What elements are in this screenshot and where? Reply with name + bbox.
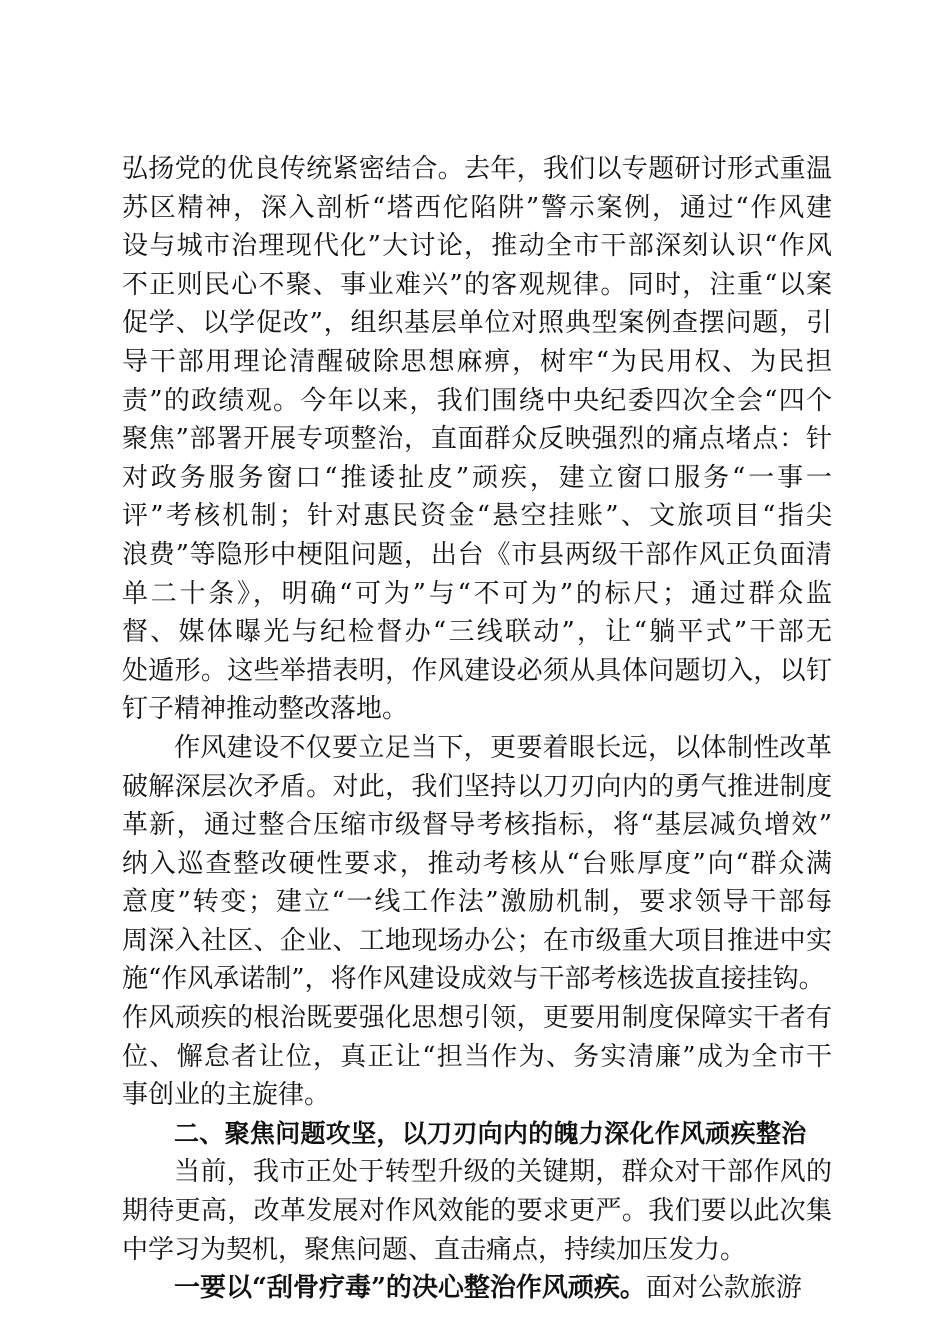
paragraph-2 [122,729,832,1115]
text-line: 作风建设不仅要立足当下，更要着眼长远，以体制性改革 [174,732,832,763]
text-line: 钉子精神推动整改落地。 [122,694,409,725]
text-line: 设与城市治理现代化”大讨论，推动全市干部深刻认识“作风 [122,231,832,262]
text-line: 周深入社区、企业、工地现场办公；在市级重大项目推进中实 [122,925,832,956]
text-line: 责”的政绩观。今年以来，我们围绕中央纪委四次全会“四个 [122,385,832,416]
text-line: 单二十条》，明确“可为”与“不可为”的标尺；通过群众监 [122,578,832,609]
text-line: 施“作风承诺制”，将作风建设成效与干部考核选拔直接挂钩。 [122,964,825,995]
text-line: 当前，我市正处于转型升级的关键期，群众对干部作风的 [174,1157,832,1188]
text-line: 苏区精神，深入剖析“塔西佗陷阱”警示案例，通过“作风建 [122,192,832,223]
text-line [122,1269,832,1308]
text-line: 聚焦”部署开展专项整治，直面群众反映强烈的痛点堵点：针 [122,424,832,455]
text-line: 弘扬党的优良传统紧密结合。去年，我们以专题研讨形式重温 [122,154,832,184]
text-line: 中学习为契机，聚焦问题、直击痛点，持续加压发力。 [122,1234,747,1265]
paragraph-1 [122,150,832,729]
paragraph-4 [122,1269,832,1308]
text-line: 浪费”等隐形中梗阻问题，出台《市县两级干部作风正负面清 [122,539,832,570]
text-line: 评”考核机制；针对惠民资金“悬空挂账”、文旅项目“指尖 [122,501,832,532]
text-line: 对政务服务窗口“推诿扯皮”顽疾，建立窗口服务“一事一 [122,462,832,493]
body-text: 面对公款旅游 [645,1273,802,1304]
bold-lead-text: 一要以“刮骨疗毒”的决心整治作风顽疾。 [174,1273,646,1304]
section-heading: 二、聚焦问题攻坚，以刀刃向内的魄力深化作风顽疾整治 [174,1118,807,1148]
text-line: 导干部用理论清醒破除思想麻痹，树牢“为民用权、为民担 [122,346,832,377]
text-line: 促学、以学促改”，组织基层单位对照典型案例查摆问题，引 [122,308,832,339]
text-line: 期待更高，改革发展对作风效能的要求更严。我们要以此次集 [122,1196,832,1227]
document-body [122,150,832,1308]
text-line: 纳入巡查整改硬性要求，推动考核从“台账厚度”向“群众满 [122,848,832,879]
text-line: 不正则民心不聚、事业难兴”的客观规律。同时，注重“以案 [122,269,832,300]
text-line: 意度”转变；建立“一线工作法”激励机制，要求领导干部每 [122,887,832,918]
text-line: 事创业的主旋律。 [122,1080,331,1111]
text-line: 处遁形。这些举措表明，作风建设必须从具体问题切入，以钉 [122,655,832,686]
paragraph-3 [122,1153,832,1269]
text-line: 督、媒体曝光与纪检督办“三线联动”，让“躺平式”干部无 [122,617,832,648]
text-line: 位、懈怠者让位，真正让“担当作为、务实清廉”成为全市干 [122,1041,832,1072]
text-line: 革新，通过整合压缩市级督导考核指标，将“基层减负增效” [122,810,832,841]
text-line: 作风顽疾的根治既要强化思想引领，更要用制度保障实干者有 [122,1003,832,1034]
text-line: 破解深层次矛盾。对此，我们坚持以刀刃向内的勇气推进制度 [122,771,832,802]
